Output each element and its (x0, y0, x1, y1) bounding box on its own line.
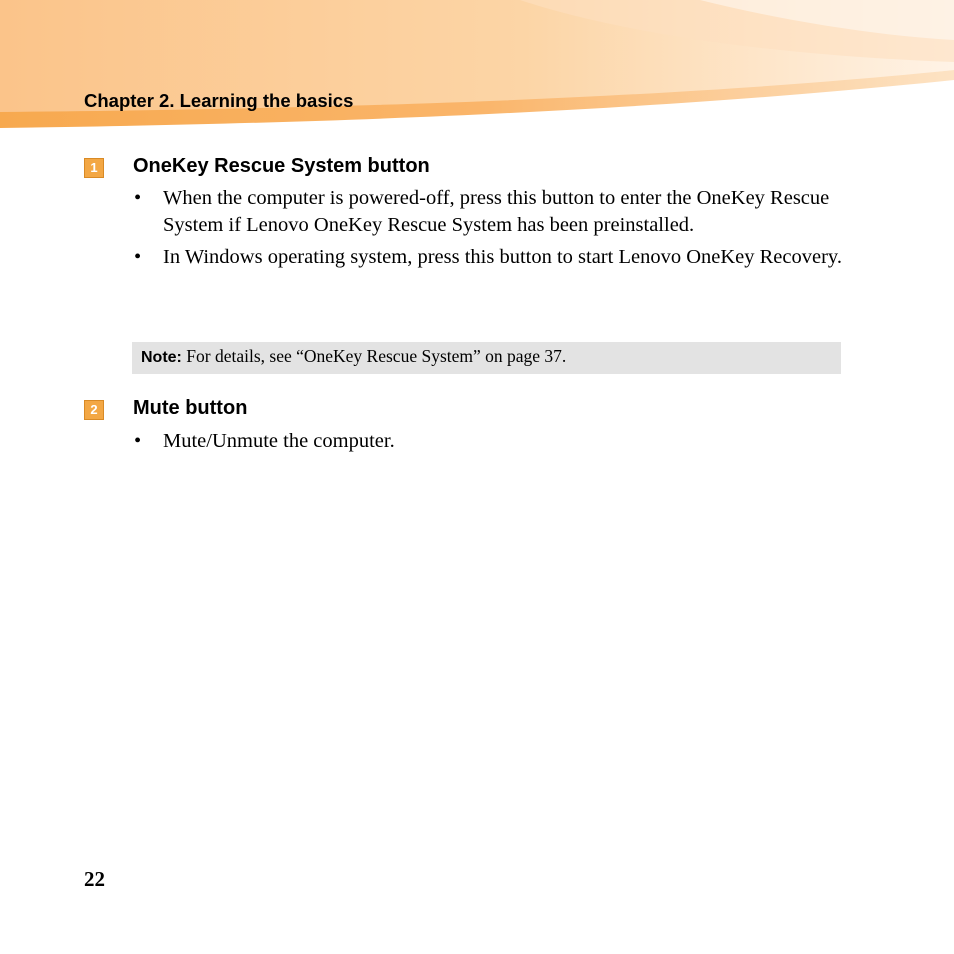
list-item (133, 244, 845, 271)
section-heading: OneKey Rescue System button (133, 155, 430, 177)
note-label: Note: (141, 349, 182, 366)
bullet-icon: • (134, 430, 142, 452)
bullet-icon: • (134, 246, 142, 268)
section-number-badge: 2 (84, 400, 104, 420)
chapter-title: Chapter 2. Learning the basics (84, 90, 354, 111)
bullet-icon: • (134, 187, 142, 209)
page-number: 22 (84, 867, 105, 891)
bullet-list (133, 185, 845, 276)
section-heading: Mute button (133, 397, 248, 419)
section-number-badge: 1 (84, 158, 104, 178)
list-item (133, 428, 845, 455)
note-text: For details, see “OneKey Rescue System” on page 37. (186, 346, 567, 366)
bullet-list (133, 428, 845, 460)
note-box (132, 342, 841, 374)
list-item-text: In Windows operating system, press this button to start Lenovo OneKey Recovery. (163, 246, 842, 268)
list-item-text: Mute/Unmute the computer. (163, 430, 395, 452)
list-item-text: When the computer is powered-off, press this button to enter the OneKey Rescue System if Lenovo OneKey Rescue System has been preinstalled. (163, 187, 830, 236)
list-item (133, 185, 845, 239)
header-swoosh-decoration (0, 0, 954, 135)
